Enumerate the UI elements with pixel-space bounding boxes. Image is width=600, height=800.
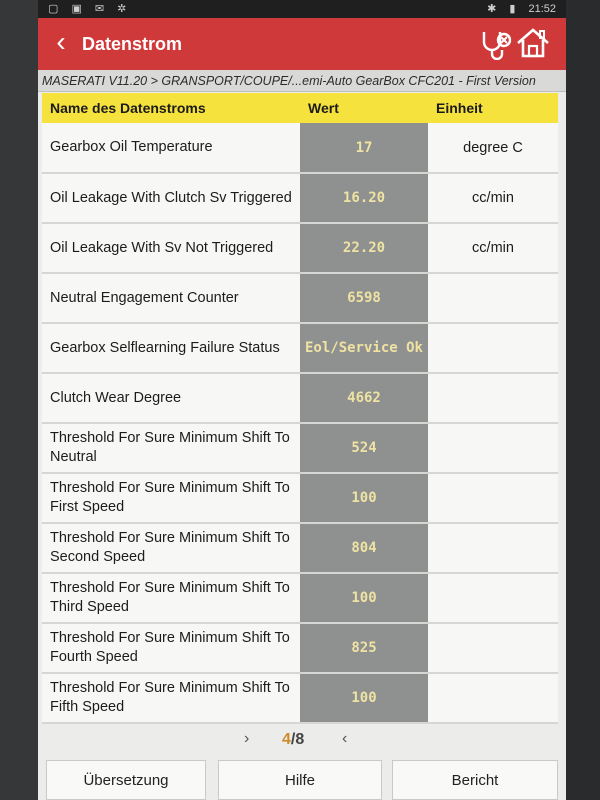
row-name: Gearbox Selflearning Failure Status — [42, 323, 300, 373]
row-name: Threshold For Sure Minimum Shift To Second Speed — [42, 523, 300, 573]
row-name: Gearbox Oil Temperature — [42, 123, 300, 173]
page-title: Datenstrom — [82, 34, 183, 54]
row-name: Oil Leakage With Sv Not Triggered — [42, 223, 300, 273]
status-bar — [38, 0, 566, 18]
row-name: Threshold For Sure Minimum Shift To First Speed — [42, 473, 300, 523]
data-stream-table — [42, 93, 558, 724]
row-unit — [428, 573, 558, 623]
table-row[interactable] — [42, 173, 558, 223]
row-value: 100 — [300, 673, 428, 723]
back-icon[interactable]: ‹ — [56, 26, 66, 57]
row-name: Oil Leakage With Clutch Sv Triggered — [42, 173, 300, 223]
app-screen — [38, 0, 566, 800]
row-name: Threshold For Sure Minimum Shift To Third Speed — [42, 573, 300, 623]
column-header-name: Name des Datenstroms — [42, 93, 300, 123]
help-button[interactable]: Hilfe — [218, 760, 382, 800]
row-unit — [428, 623, 558, 673]
row-value: 17 — [300, 123, 428, 173]
row-value: 4662 — [300, 373, 428, 423]
table-header-row — [42, 93, 558, 123]
row-name: Threshold For Sure Minimum Shift To Fifth Speed — [42, 673, 300, 723]
row-unit: cc/min — [428, 173, 558, 223]
row-value: 100 — [300, 473, 428, 523]
row-value: 6598 — [300, 273, 428, 323]
row-unit — [428, 323, 558, 373]
row-name: Neutral Engagement Counter — [42, 273, 300, 323]
battery-icon: ▮ — [509, 3, 516, 15]
row-name: Threshold For Sure Minimum Shift To Fourth Speed — [42, 623, 300, 673]
table-row[interactable] — [42, 473, 558, 523]
row-unit — [428, 673, 558, 723]
home-icon[interactable] — [514, 26, 552, 60]
table-row[interactable] — [42, 423, 558, 473]
column-header-value: Wert — [300, 93, 428, 123]
row-value: 825 — [300, 623, 428, 673]
row-unit: degree C — [428, 123, 558, 173]
row-value: 16.20 — [300, 173, 428, 223]
table-row[interactable] — [42, 123, 558, 173]
current-page: 4 — [282, 731, 291, 748]
status-right — [477, 2, 556, 15]
clock: 21:52 — [528, 3, 556, 15]
table-row[interactable] — [42, 273, 558, 323]
table-row[interactable] — [42, 573, 558, 623]
row-name: Threshold For Sure Minimum Shift To Neutral — [42, 423, 300, 473]
table-row[interactable] — [42, 523, 558, 573]
device-bezel-left — [0, 0, 38, 800]
chevron-left-icon[interactable]: ‹ — [342, 730, 348, 747]
row-unit: cc/min — [428, 223, 558, 273]
row-value: 524 — [300, 423, 428, 473]
table-row[interactable] — [42, 623, 558, 673]
table-row[interactable] — [42, 323, 558, 373]
translate-button[interactable]: Übersetzung — [46, 760, 206, 800]
bluetooth-icon: ✱ — [487, 3, 497, 15]
notification-icons: ▢ ▣ ✉ ✲ — [48, 3, 132, 15]
row-unit — [428, 473, 558, 523]
total-pages: /8 — [290, 731, 305, 748]
row-unit — [428, 523, 558, 573]
row-value: 100 — [300, 573, 428, 623]
row-unit — [428, 373, 558, 423]
row-unit — [428, 273, 558, 323]
row-value: 804 — [300, 523, 428, 573]
stethoscope-icon[interactable] — [478, 28, 514, 60]
table-row[interactable] — [42, 373, 558, 423]
device-bezel-right — [566, 0, 600, 800]
pagination — [38, 724, 566, 754]
chevron-right-icon[interactable]: › — [244, 730, 250, 747]
row-value: Eol/Service Ok — [300, 323, 428, 373]
row-unit — [428, 423, 558, 473]
row-name: Clutch Wear Degree — [42, 373, 300, 423]
page-indicator — [282, 731, 304, 749]
report-button[interactable]: Bericht — [392, 760, 558, 800]
column-header-unit: Einheit — [428, 93, 558, 123]
table-row[interactable] — [42, 223, 558, 273]
title-bar — [38, 18, 566, 70]
breadcrumb: MASERATI V11.20 > GRANSPORT/COUPE/...emi-Auto GearBox CFC201 - First Version — [38, 70, 566, 92]
row-value: 22.20 — [300, 223, 428, 273]
table-row[interactable] — [42, 673, 558, 723]
